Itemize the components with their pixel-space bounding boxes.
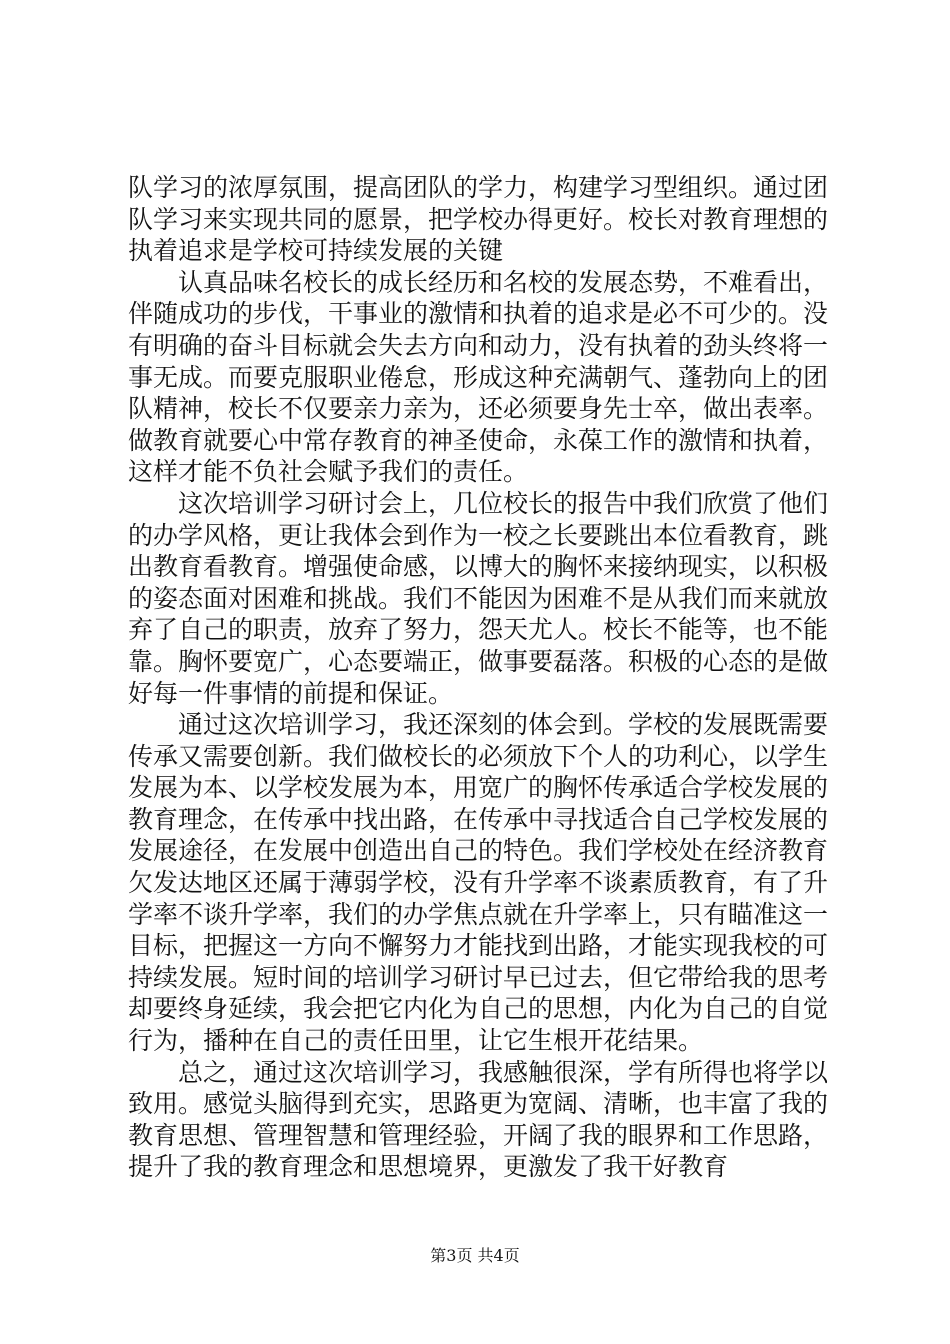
paragraph: 认真品味名校长的成长经历和名校的发展态势，不难看出，伴随成功的步伐，干事业的激情和执着的追求是必不可少的。没有明确的奋斗目标就会失去方向和动力，没有执着的劲头终将一事无成。而要克服职业倦怠，形成这种充满朝气、蓬勃向上的团队精神，校长不仅要亲力亲为，还必须要身先士卒，做出表率。做教育就要心中常存教育的神圣使命，永葆工作的激情和执着，这样才能不负社会赋予我们的责任。: [128, 267, 829, 487]
paragraph: 通过这次培训学习，我还深刻的体会到。学校的发展既需要传承又需要创新。我们做校长的必须放下个人的功利心，以学生发展为本、以学校发展为本，用宽广的胸怀传承适合学校发展的教育理念，在传承中找出路，在传承中寻找适合自己学校发展的发展途径，在发展中创造出自己的特色。我们学校处在经济教育欠发达地区还属于薄弱学校，没有升学率不谈素质教育，有了升学率不谈升学率，我们的办学焦点就在升学率上，只有瞄准这一目标，把握这一方向不懈努力才能找到出路，才能实现我校的可持续发展。短时间的培训学习研讨早已过去，但它带给我的思考却要终身延续，我会把它内化为自己的思想，内化为自己的自觉行为，播种在自己的责任田里，让它生根开花结果。: [128, 710, 829, 1056]
paragraph: 总之，通过这次培训学习，我感触很深，学有所得也将学以致用。感觉头脑得到充实，思路更为宽阔、清晰，也丰富了我的教育思想、管理智慧和管理经验，开阔了我的眼界和工作思路，提升了我的教育理念和思想境界，更激发了我干好教育: [128, 1057, 829, 1182]
page-number-footer: 第3页 共4页: [430, 1246, 520, 1265]
paragraph: 这次培训学习研讨会上，几位校长的报告中我们欣赏了他们的办学风格，更让我体会到作为一校之长要跳出本位看教育，跳出教育看教育。增强使命感，以博大的胸怀来接纳现实，以积极的姿态面对困难和挑战。我们不能因为困难不是从我们而来就放弃了自己的职责，放弃了努力，怨天尤人。校长不能等，也不能靠。胸怀要宽广，心态要端正，做事要磊落。积极的心态的是做好每一件事情的前提和保证。: [128, 488, 829, 708]
document-body: [128, 172, 828, 1183]
paragraph-continuation: 队学习的浓厚氛围，提高团队的学力，构建学习型组织。通过团队学习来实现共同的愿景，把学校办得更好。校长对教育理想的执着追求是学校可持续发展的关键: [128, 173, 829, 266]
